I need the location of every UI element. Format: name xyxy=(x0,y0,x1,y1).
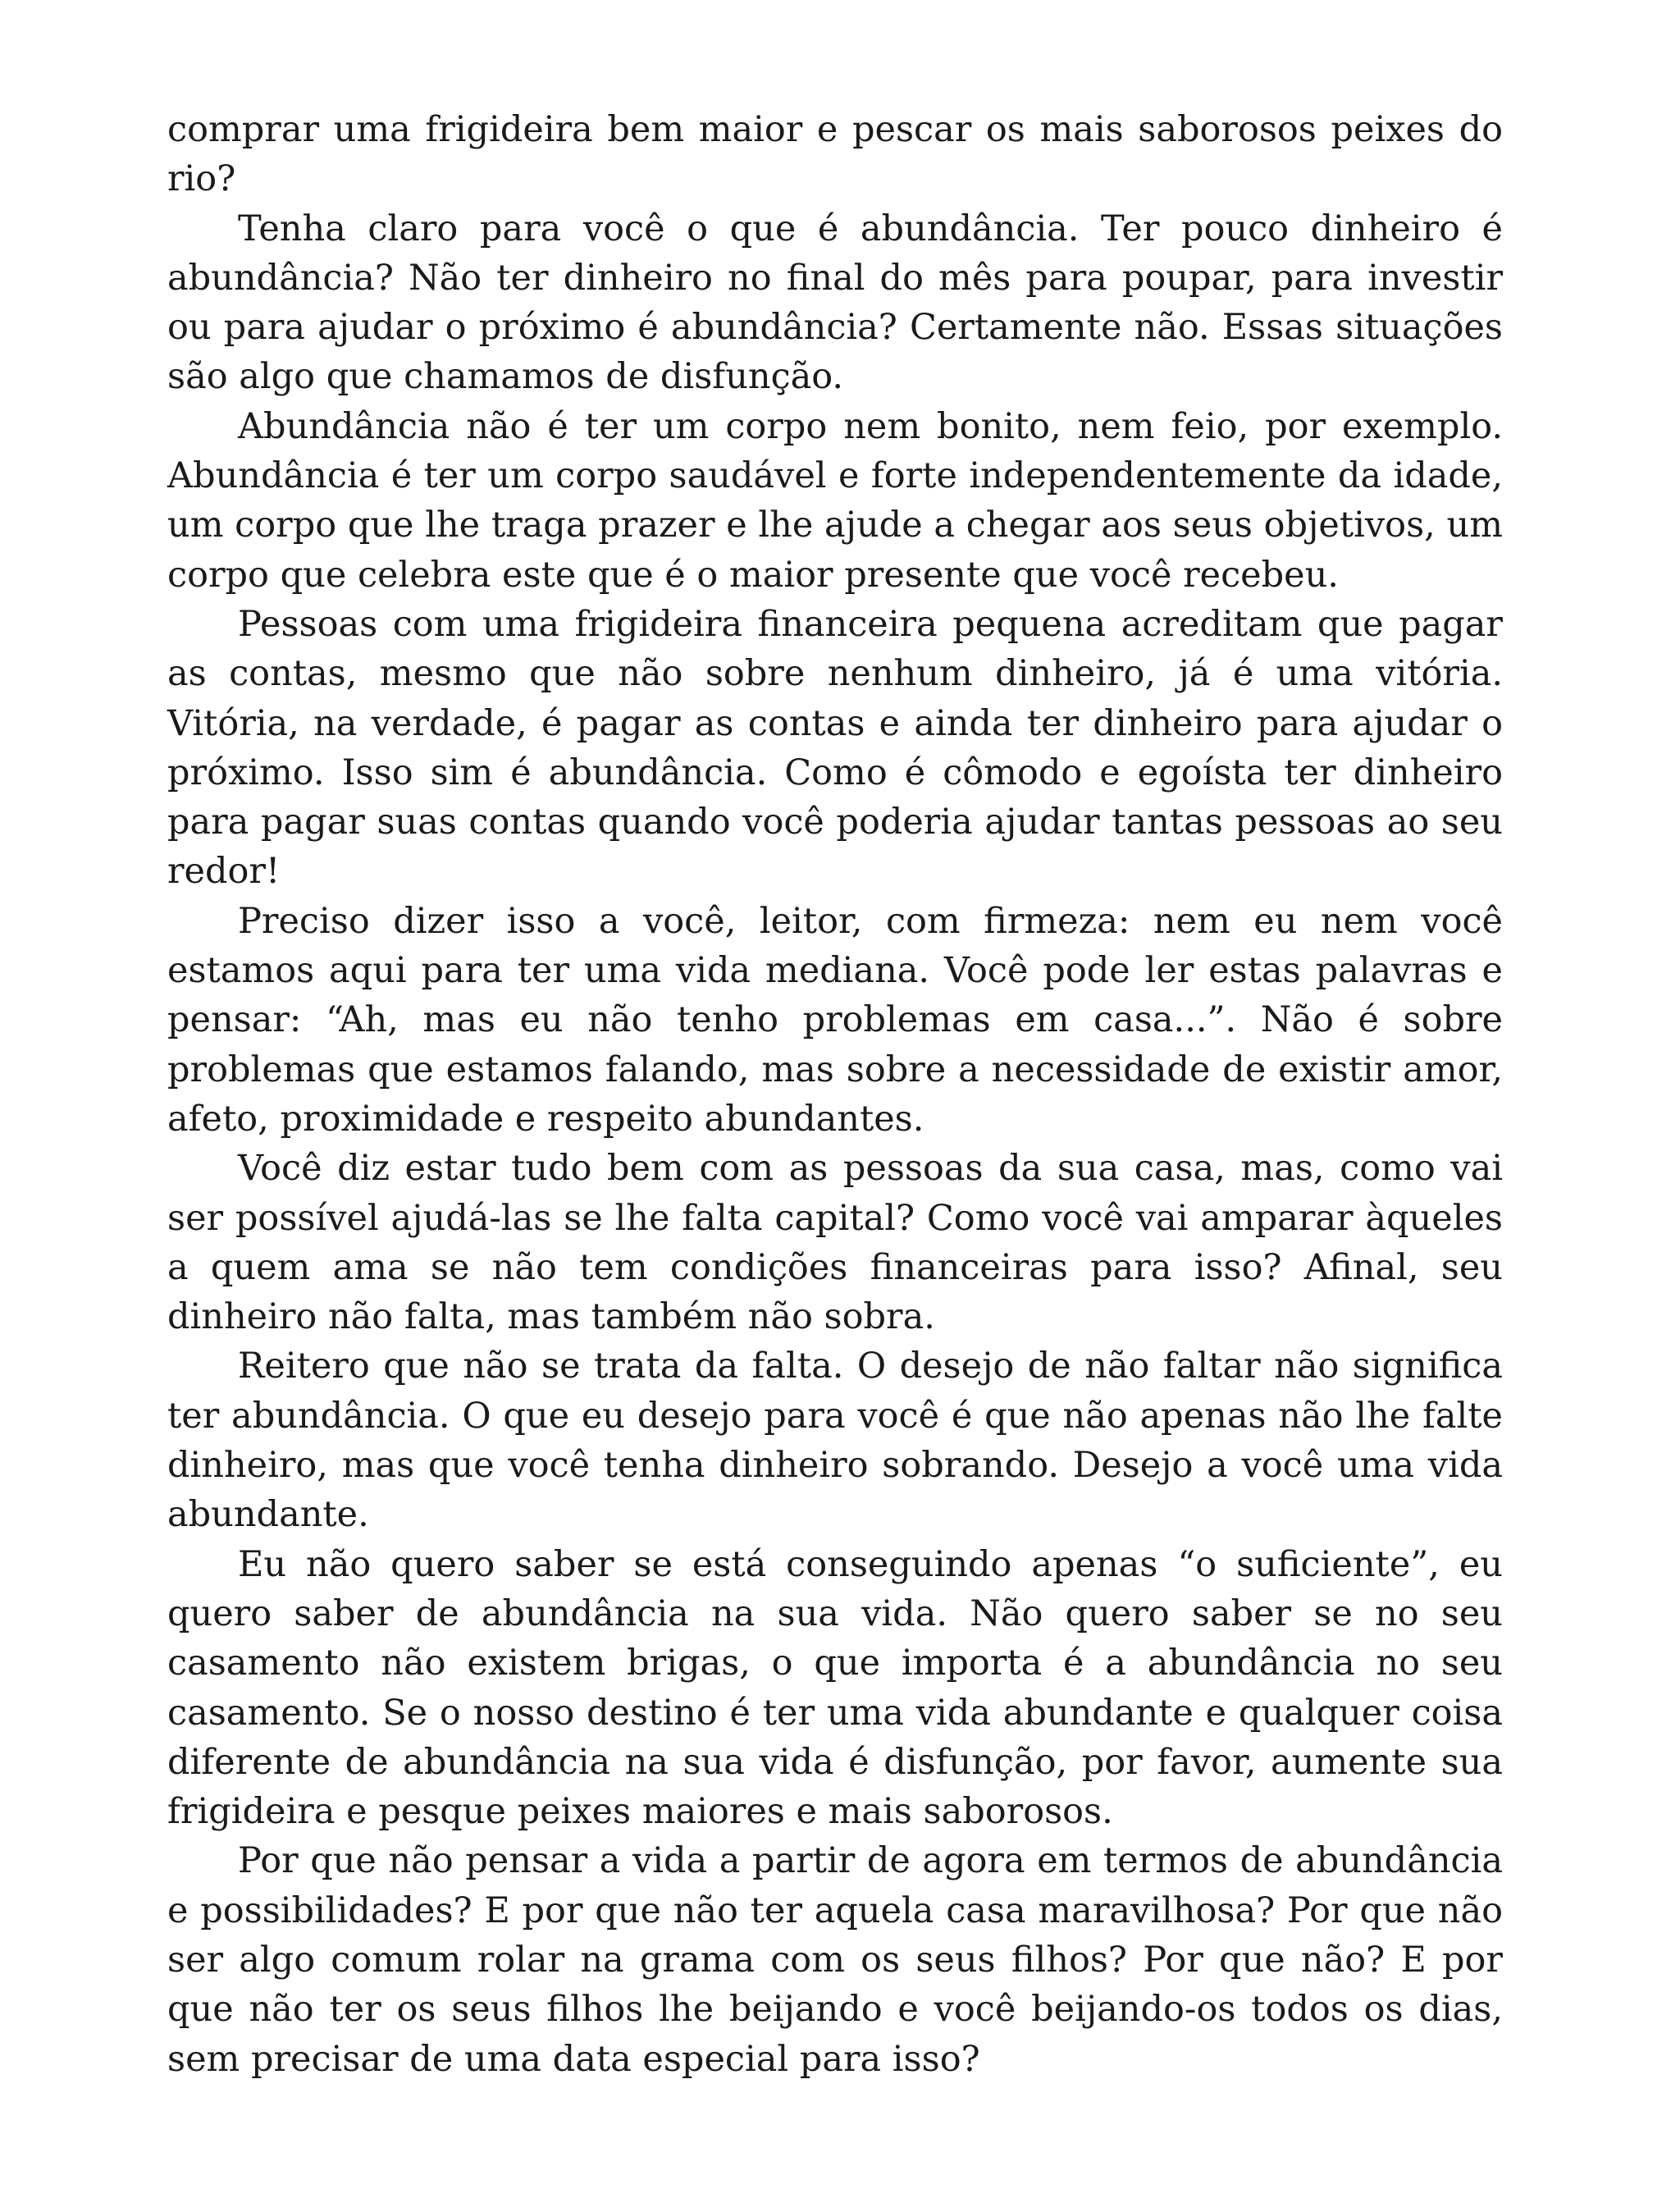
paragraph-family-capital: Você diz estar tudo bem com as pessoas da sua casa, mas, como vai ser possível ajudá-las se lhe falta capital? Como você vai amparar àqueles a quem ama se não tem condições financeiras para isso? Afinal, seu dinheiro não falta, mas também não sobra. xyxy=(167,1148,1503,1338)
document-page xyxy=(167,105,1503,2084)
paragraph-continuation: comprar uma frigideira bem maior e pescar os mais saborosos peixes do rio? xyxy=(167,109,1503,200)
paragraph-firmness: Preciso dizer isso a você, leitor, com firmeza: nem eu nem você estamos aqui para ter uma vida mediana. Você pode ler estas palavras e pensar: “Ah, mas eu não tenho problemas em casa...”. Não é sobre problemas que estamos falando, mas sobre a necessidade de existir amor, afeto, proximidade e respeito abundantes. xyxy=(167,900,1503,1140)
paragraph-not-lacking: Reitero que não se trata da falta. O desejo de não faltar não significa ter abundância. O que eu desejo para você é que não apenas não lhe falte dinheiro, mas que você tenha dinheiro sobrando. Desejo a você uma vida abundante. xyxy=(167,1346,1503,1536)
paragraph-financial-pan: Pessoas com uma frigideira financeira pequena acreditam que pagar as contas, mesmo que não sobre nenhum dinheiro, já é uma vitória. Vitória, na verdade, é pagar as contas e ainda ter dinheiro para ajudar o próximo. Isso sim é abundância. Como é cômodo e egoísta ter dinheiro para pagar suas contas quando você poderia ajudar tantas pessoas ao seu redor! xyxy=(167,603,1503,893)
paragraph-abundance-body: Abundância não é ter um corpo nem bonito, nem feio, por exemplo. Abundância é ter um corpo saudável e forte independentemente da idade, um corpo que lhe traga prazer e lhe ajude a chegar aos seus objetivos, um corpo que celebra este que é o maior presente que você recebeu. xyxy=(167,405,1503,596)
paragraph-why-not: Por que não pensar a vida a partir de agora em termos de abundância e possibilidades? E por que não ter aquela casa maravilhosa? Por que não ser algo comum rolar na grama com os seus filhos? Por que não? E por que não ter os seus filhos lhe beijando e você beijando-os todos os dias, sem precisar de uma data especial para isso? xyxy=(167,1840,1503,2080)
paragraph-abundance-definition: Tenha claro para você o que é abundância. Ter pouco dinheiro é abundância? Não ter dinheiro no final do mês para poupar, para investir ou para ajudar o próximo é abundância? Certamente não. Essas situações são algo que chamamos de disfunção. xyxy=(167,208,1503,398)
paragraph-enough: Eu não quero saber se está conseguindo apenas “o suficiente”, eu quero saber de abundância na sua vida. Não quero saber se no seu casamento não existem brigas, o que importa é a abundância no seu casamento. Se o nosso destino é ter uma vida abundante e qualquer coisa diferente de abundância na sua vida é disfunção, por favor, aumente sua frigideira e pesque peixes maiores e mais saborosos. xyxy=(167,1543,1503,1833)
